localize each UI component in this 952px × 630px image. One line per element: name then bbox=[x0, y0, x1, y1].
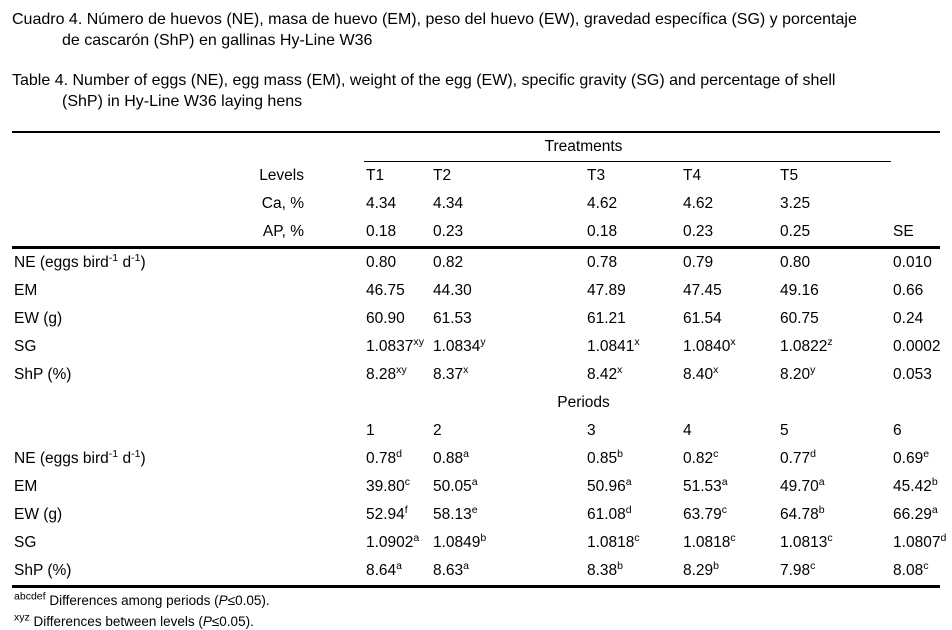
empty-cell bbox=[12, 417, 364, 445]
superscript: a bbox=[396, 559, 403, 572]
periods-group-header: Periods bbox=[557, 394, 610, 411]
superscript: f bbox=[404, 503, 408, 516]
superscript: -1 bbox=[108, 251, 119, 264]
levels-header-row bbox=[12, 162, 940, 191]
treatment-value: 0.80 bbox=[778, 248, 891, 278]
period-value: 50.96$^a$ bbox=[587, 475, 632, 495]
empty-cell bbox=[12, 389, 364, 417]
row-label: EM bbox=[14, 282, 38, 299]
se-column-header: SE bbox=[893, 223, 914, 240]
treatment-value: 60.90 bbox=[366, 310, 405, 327]
superscript: c bbox=[923, 559, 929, 572]
level-value: 4.34 bbox=[366, 195, 397, 212]
period-value: 8.63$^a$ bbox=[433, 559, 470, 579]
superscript: a bbox=[818, 475, 825, 488]
period-col-header: 4 bbox=[683, 422, 692, 439]
empty-cell bbox=[891, 190, 940, 218]
treatments-span-row bbox=[12, 132, 940, 162]
treatments-group-header: Treatments bbox=[364, 132, 891, 162]
period-value: 39.80$^c$ bbox=[366, 475, 411, 495]
treatment-value: 49.16 bbox=[780, 282, 819, 299]
period-value: 1.0849$^b$ bbox=[433, 531, 487, 551]
period-col-header: 1 bbox=[366, 422, 375, 439]
treatment-value: 47.89 bbox=[587, 282, 626, 299]
treatment-col-header: T1 bbox=[366, 167, 385, 184]
empty-cell bbox=[891, 132, 940, 162]
period-value: 1.0807$^d$ bbox=[893, 531, 947, 551]
period-col-header: 3 bbox=[587, 422, 596, 439]
row-label: SG bbox=[14, 338, 37, 355]
superscript: d bbox=[940, 531, 947, 544]
treatment-value: 0.80 bbox=[364, 248, 431, 278]
superscript: e bbox=[471, 503, 478, 516]
treatment-value: 61.53 bbox=[433, 310, 472, 327]
superscript: c bbox=[827, 531, 833, 544]
period-data-row bbox=[12, 445, 940, 473]
superscript: c bbox=[713, 447, 719, 460]
period-value: 50.05$^a$ bbox=[433, 475, 478, 495]
italic-text: P bbox=[218, 593, 228, 608]
superscript: abcdef bbox=[14, 590, 46, 603]
period-data-row bbox=[12, 501, 940, 529]
period-value: 51.53$^a$ bbox=[683, 475, 728, 495]
treatment-value: 1.0841$^x$ bbox=[587, 335, 640, 355]
superscript: b bbox=[480, 531, 487, 544]
superscript: x bbox=[617, 363, 623, 376]
treatment-value: 8.20$^y$ bbox=[780, 363, 816, 383]
level-value: 3.25 bbox=[780, 195, 811, 212]
superscript: c bbox=[404, 475, 411, 488]
treatment-value: 1.0822$^z$ bbox=[780, 335, 833, 355]
treatment-value: 61.21 bbox=[587, 310, 626, 327]
period-value: 1.0813$^c$ bbox=[780, 531, 833, 551]
period-col-header: 5 bbox=[780, 422, 789, 439]
title-english bbox=[12, 70, 940, 112]
superscript: x bbox=[463, 363, 469, 376]
treatment-value: 60.75 bbox=[780, 310, 819, 327]
treatment-data-row bbox=[12, 277, 940, 305]
superscript: x bbox=[634, 335, 640, 348]
superscript: -1 bbox=[131, 447, 141, 460]
footnotes bbox=[12, 592, 940, 630]
row-label: NE (eggs bird$^{-1}$ $d^{-1}$) bbox=[14, 447, 146, 467]
treatment-value: 8.42$^x$ bbox=[587, 363, 623, 383]
superscript: d bbox=[625, 503, 632, 516]
period-value: 0.69e bbox=[893, 447, 930, 467]
treatment-value: $1.0837^{xy}$ bbox=[366, 335, 424, 355]
results-table bbox=[12, 131, 947, 588]
superscript: b bbox=[713, 559, 720, 572]
row-label: EW (g) bbox=[14, 506, 63, 523]
superscript: xy bbox=[396, 363, 407, 376]
treatment-value: 46.75 bbox=[366, 282, 405, 299]
se-value: 0.0002 bbox=[893, 338, 941, 355]
period-value: 7.98$^c$ bbox=[780, 559, 816, 579]
treatment-value: 1.0840$^x$ bbox=[683, 335, 736, 355]
superscript: a bbox=[625, 475, 632, 488]
italic-text: P bbox=[202, 614, 212, 629]
superscript: b bbox=[617, 447, 624, 460]
treatment-value: 8.40$^x$ bbox=[683, 363, 719, 383]
period-value: 63.79$^c$ bbox=[683, 503, 728, 523]
treatment-value: 8.37$^x$ bbox=[433, 363, 469, 383]
empty-cell bbox=[891, 162, 940, 191]
level-value: 0.23 bbox=[433, 223, 464, 240]
period-value: 1.0818$^c$ bbox=[587, 531, 640, 551]
period-value: 64.78$^b$ bbox=[780, 503, 825, 523]
title-english-line2: (ShP) in Hy-Line W36 laying hens bbox=[62, 93, 303, 110]
level-value: 4.62 bbox=[683, 195, 714, 212]
superscript: b bbox=[931, 475, 938, 488]
period-col-header: 6 bbox=[893, 422, 902, 439]
treatment-col-header: T2 bbox=[433, 167, 452, 184]
treatment-data-row bbox=[12, 305, 940, 333]
superscript: a bbox=[463, 559, 470, 572]
level-value: 0.18 bbox=[366, 223, 397, 240]
treatment-data-row bbox=[12, 248, 940, 278]
period-data-row bbox=[12, 529, 940, 557]
period-value: 8.64$^a$ bbox=[366, 559, 403, 579]
period-data-row bbox=[12, 473, 940, 501]
row-label: NE (eggs bird$^{-1}$ $d^{-1}$) bbox=[12, 248, 364, 278]
treatment-value: 1.0834$^y$ bbox=[433, 335, 486, 355]
treatment-data-row bbox=[12, 361, 940, 389]
treatment-value: 0.82 bbox=[431, 248, 585, 278]
title-spanish bbox=[12, 9, 940, 51]
level-row-label: Ca, % bbox=[261, 195, 304, 212]
period-value: 8.29$^b$ bbox=[683, 559, 720, 579]
treatment-value: 61.54 bbox=[683, 310, 722, 327]
treatment-col-header: T5 bbox=[780, 167, 799, 184]
treatment-value: $8.28^{xy}$ bbox=[366, 363, 407, 383]
period-value: 58.13e bbox=[433, 503, 478, 523]
superscript: a bbox=[471, 475, 478, 488]
treatment-value: 0.79 bbox=[681, 248, 778, 278]
period-value: 0.88$^a$ bbox=[433, 447, 470, 467]
superscript: y bbox=[810, 363, 816, 376]
superscript: e bbox=[923, 447, 930, 460]
superscript: a bbox=[931, 503, 938, 516]
superscript: c bbox=[721, 503, 728, 516]
superscript: c bbox=[634, 531, 640, 544]
level-row bbox=[12, 218, 940, 248]
period-value: 61.08$^d$ bbox=[587, 503, 632, 523]
period-value: 66.29$^a$ bbox=[893, 503, 938, 523]
empty-cell bbox=[12, 132, 364, 162]
level-row-label: AP, % bbox=[262, 223, 304, 240]
superscript: d bbox=[810, 447, 817, 460]
superscript: -1 bbox=[108, 447, 119, 460]
empty-cell bbox=[891, 389, 940, 417]
superscript: x bbox=[730, 335, 736, 348]
row-label: ShP (%) bbox=[14, 366, 72, 383]
se-value: 0.053 bbox=[893, 366, 932, 383]
period-value: 8.38$^b$ bbox=[587, 559, 624, 579]
row-label: SG bbox=[14, 534, 37, 551]
period-value: 49.70$^a$ bbox=[780, 475, 825, 495]
treatment-col-header: T3 bbox=[587, 167, 606, 184]
row-label: EW (g) bbox=[14, 310, 63, 327]
treatment-data-row bbox=[12, 333, 940, 361]
title-english-line1: Table 4. Number of eggs (NE), egg mass (EM), weight of the egg (EW), specific gravity (SG) and percentage of shell bbox=[12, 72, 836, 89]
superscript: z bbox=[827, 335, 833, 348]
treatment-value: 44.30 bbox=[433, 282, 472, 299]
superscript: c bbox=[730, 531, 736, 544]
superscript: xy bbox=[413, 335, 424, 348]
level-value: 4.34 bbox=[433, 195, 464, 212]
period-value: 8.08$^c$ bbox=[893, 559, 929, 579]
period-value: 0.82$^c$ bbox=[683, 447, 719, 467]
superscript: xyz bbox=[14, 611, 30, 624]
se-value: 0.24 bbox=[893, 310, 924, 327]
level-value: 0.18 bbox=[587, 223, 618, 240]
superscript: x bbox=[713, 363, 719, 376]
superscript: c bbox=[810, 559, 816, 572]
superscript: a bbox=[463, 447, 470, 460]
treatment-col-header: T4 bbox=[683, 167, 702, 184]
treatment-value: 0.78 bbox=[585, 248, 681, 278]
level-row bbox=[12, 190, 940, 218]
level-value: 0.25 bbox=[780, 223, 811, 240]
treatment-value: 47.45 bbox=[683, 282, 722, 299]
period-value: 45.42$^b$ bbox=[893, 475, 938, 495]
period-value: 0.78$^d$ bbox=[366, 447, 403, 467]
title-spanish-line2: de cascarón (ShP) en gallinas Hy-Line W36 bbox=[62, 32, 373, 49]
title-spanish-line1: Cuadro 4. Número de huevos (NE), masa de huevo (EM), peso del huevo (EW), gravedad específica (SG) y porcentaje bbox=[12, 11, 857, 28]
superscript: a bbox=[413, 531, 420, 544]
superscript: d bbox=[396, 447, 403, 460]
row-label: EM bbox=[14, 478, 38, 495]
se-value: 0.010 bbox=[891, 248, 940, 278]
levels-label: Levels bbox=[259, 167, 304, 184]
periods-header-row bbox=[12, 417, 940, 445]
level-value: 0.23 bbox=[683, 223, 714, 240]
periods-span-row bbox=[12, 389, 940, 417]
se-value: 0.66 bbox=[893, 282, 924, 299]
period-value: 0.77$^d$ bbox=[780, 447, 817, 467]
superscript: b bbox=[818, 503, 825, 516]
footnote-periods: $^{abcdef}$ Differences among periods (P≤0.05). bbox=[14, 590, 270, 608]
superscript: -1 bbox=[131, 251, 141, 264]
period-data-row bbox=[12, 557, 940, 587]
level-value: 4.62 bbox=[587, 195, 618, 212]
superscript: b bbox=[617, 559, 624, 572]
period-value: 52.94$^f$ bbox=[366, 503, 408, 523]
superscript: a bbox=[721, 475, 728, 488]
footnote-levels: $^{xyz}$ Differences between levels (P≤0.05). bbox=[14, 611, 254, 629]
period-value: 1.0818$^c$ bbox=[683, 531, 736, 551]
period-value: 1.0902$^a$ bbox=[366, 531, 420, 551]
superscript: y bbox=[480, 335, 486, 348]
period-value: 0.85$^b$ bbox=[587, 447, 624, 467]
row-label: ShP (%) bbox=[14, 562, 72, 579]
period-col-header: 2 bbox=[433, 422, 442, 439]
